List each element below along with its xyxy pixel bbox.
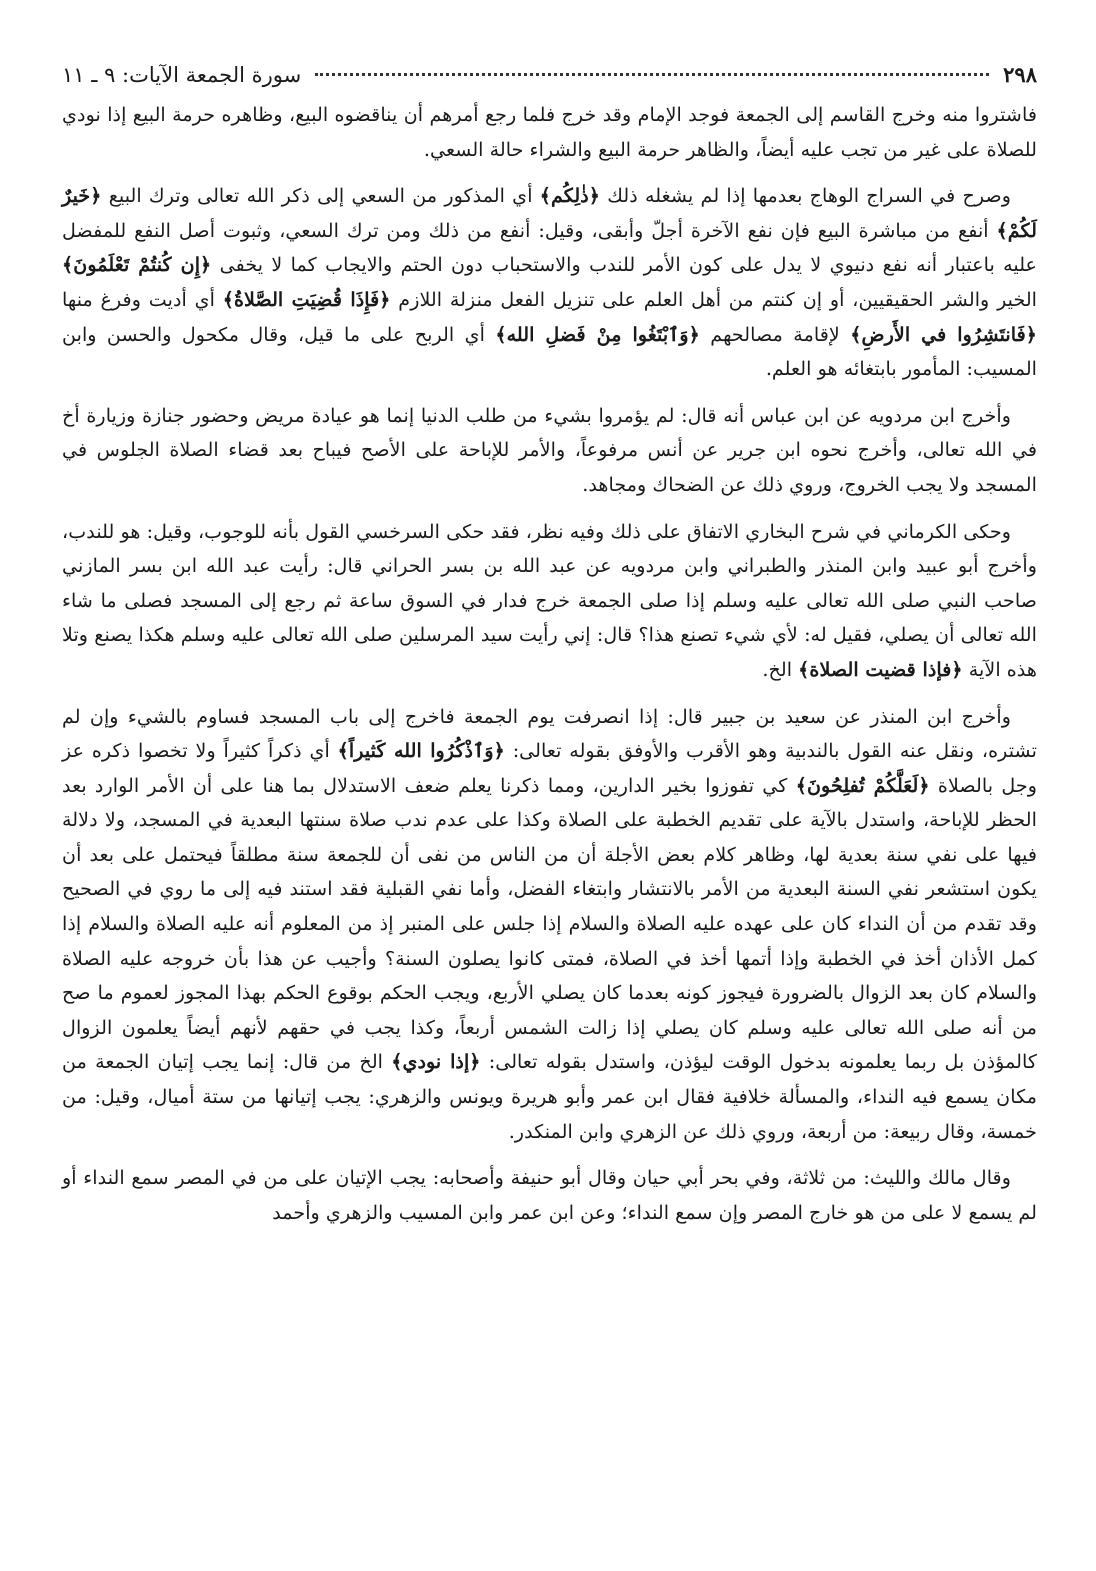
text-segment: وصرح في السراج الوهاج بعدمها إذا لم يشغله ذلك (600, 184, 1011, 208)
text-segment: لإقامة مصالحهم (699, 322, 851, 346)
quran-quote: ﴿فَإِذَا قُضِيَتِ الصَّلاةُ﴾ (222, 287, 391, 311)
running-title: سورة الجمعة الآيات: ٩ ـ ١١ (62, 63, 302, 87)
quran-quote: ﴿خَيرٌ لَكُمْ﴾ (62, 184, 1037, 242)
quran-quote: ﴿إِن كُنتُمْ تَعْلَمُونَ﴾ (62, 253, 212, 277)
paragraph (62, 399, 1037, 503)
paragraph (62, 700, 1037, 1150)
body-text (62, 98, 1037, 1230)
text-segment: فاشتروا منه وخرج القاسم إلى الجمعة فوجد الإمام وقد خرج فلما رجع أمرهم أن يناقضوه البيع، وظاهره حرمة البيع إذا نودي للصلاة على غير من تجب عليه أيضاً، والظاهر حرمة البيع والشراء حالة السعي. (62, 103, 1037, 161)
quran-quote: ﴿وَٱذْكُرُوا الله كَثيراً﴾ (337, 739, 505, 763)
quran-quote: ﴿وَٱبْتَغُوا مِنْ فَضلِ الله﴾ (495, 322, 700, 346)
text-segment: الخ من قال: إنما يجب إتيان الجمعة من مكان يسمع فيه النداء، والمسألة خلافية فقال ابن عمر وأبو هريرة ويونس والزهري: يجب إتيانها من ستة أميال، وقيل: من خمسة، وقال ربيعة: من أربعة، وروي ذلك عن الزهري وابن المنكدر. (62, 1050, 1037, 1143)
page (62, 62, 1037, 1552)
text-segment: وحكى الكرماني في شرح البخاري الاتفاق على ذلك وفيه نظر، فقد حكى السرخسي القول بأنه للوجوب، وقيل: هو للندب، وأخرج أبو عبيد وابن المنذر والطبراني وابن مردويه عن عبد الله بن بسر الحراني قال: رأيت عبد الله ابن بسر المازني صاحب النبي صلى الله تعالى عليه وسلم إذا صلى الجمعة خرج فدار في السوق ساعة ثم رجع إلى المسجد فصلى ما شاء الله تعالى أن يصلي، فقيل له: لأي شيء تصنع هذا؟ قال: إني رأيت سيد المرسلين صلى الله تعالى عليه وسلم هكذا يصنع وتلا هذه الآية (62, 519, 1037, 681)
paragraph (62, 98, 1037, 167)
quran-quote: ﴿لَعَلَّكُمْ تُفلِحُونَ﴾ (795, 773, 930, 797)
text-segment: كي تفوزوا بخير الدارين، ومما ذكرنا يعلم ضعف الاستدلال بما هنا على أن الأمر الوارد بعد الحظر للإباحة، واستدل بالآية على تقديم الخطبة على الصلاة وكذا على عدم ندب صلاة سنتها البعدية في المسجد، ولا دلالة فيها على نفي سنة بعدية لها، وظاهر كلام بعض الأجلة أن من الناس من نفى أن للجمعة سنة مطلقاً فيحتمل على بعد أن يكون استشعر نفي السنة البعدية من الأمر بالانتشار وابتغاء الفضل، وأما نفي القبلية فقد استند فيه إلى ما روي في الصحيح وقد تقدم من أن النداء كان على عهده عليه الصلاة والسلام إذا جلس على المنبر إذ من المعلوم أنه عليه الصلاة والسلام إذا كمل الأذان أخذ في الخطبة وإذا أتمها أخذ في الصلاة، فمتى كانوا يصلون السنة؟ وأجيب عن هذا بأن خروجه عليه الصلاة والسلام كان بعد الزوال بالضرورة فيجوز كونه بعدما كان يصلي الأربع، ويجب الحكم بوقوع الحكم بهذا المجوز لعموم ما صح من أنه صلى الله تعالى عليه وسلم كان يصلي إذا زالت الشمس أربعاً، وكذا يجب في حقهم لأنهم أيضاً يعلمون الزوال كالمؤذن بل ربما يعلمونه بدخول الوقت ليؤذن، واستدل بقوله تعالى: (62, 773, 1038, 1074)
quran-quote: ﴿فَانتَشِرُوا في الأَرضِ﴾ (850, 322, 1037, 346)
paragraph (62, 515, 1037, 688)
text-segment: وقال مالك والليث: من ثلاثة، وفي بحر أبي حيان وقال أبو حنيفة وأصحابه: يجب الإتيان على من في المصر سمع النداء أو لم يسمع لا على من هو خارج المصر وإن سمع النداء؛ وعن ابن عمر وابن المسيب والزهري وأحمد (62, 1166, 1037, 1224)
text-segment: أي الربح على ما قيل، وقال مكحول والحسن وابن المسيب: المأمور بابتغائه هو العلم. (62, 322, 1037, 381)
text-segment: الخير والشر الحقيقيين، أو إن كنتم من أهل العلم على تنزيل الفعل منزلة اللازم (390, 287, 1038, 311)
text-segment: أي ذكراً كثيراً ولا تخصوا ذكره عز وجل بالصلاة (62, 739, 1037, 797)
page-number: ٢٩٨ (1003, 62, 1037, 87)
page-header (62, 62, 1037, 98)
quran-quote: ﴿فإذا قضيت الصلاة﴾ (798, 657, 963, 681)
text-segment: وأخرج ابن مردويه عن ابن عباس أنه قال: لم يؤمروا بشيء من طلب الدنيا إنما هو عيادة مريض وحضور جنازة وزيارة أخ في الله تعالى، وأخرج نحوه ابن جرير عن أنس مرفوعاً، والأمر للإباحة على الأصح فيباح بعد قضاء الصلاة الجلوس في المسجد ولا يجب الخروج، وروي ذلك عن الضحاك ومجاهد. (62, 403, 1037, 496)
header-dotted-leader (315, 73, 989, 76)
text-segment: أنفع من مباشرة البيع فإن نفع الآخرة أجلّ وأبقى، وقيل: أنفع من ذلك ومن ترك السعي، وثبوت أصل النفع للمفضل عليه باعتبار أنه نفع دنيوي لا يدل على كون الأمر للندب والاستحباب دون الحتم والايجاب كما لا يخفى (62, 218, 1038, 277)
text-segment: أي المذكور من السعي إلى ذكر الله تعالى وترك البيع (101, 184, 540, 208)
paragraph (62, 179, 1037, 387)
quran-quote: ﴿إذا نودي﴾ (391, 1050, 481, 1074)
quran-quote: ﴿ذٰلِكُم﴾ (539, 184, 600, 208)
text-segment: وأخرج ابن المنذر عن سعيد بن جبير قال: إذا انصرفت يوم الجمعة فاخرج إلى باب المسجد فساوم بالشيء وإن لم تشتره، ونقل عنه القول بالندبية وهو الأقرب والأوفق بقوله تعالى: (62, 704, 1038, 763)
paragraph (62, 1161, 1037, 1230)
text-segment: أي أديت وفرغ منها (62, 287, 223, 311)
text-segment: الخ. (762, 657, 799, 681)
